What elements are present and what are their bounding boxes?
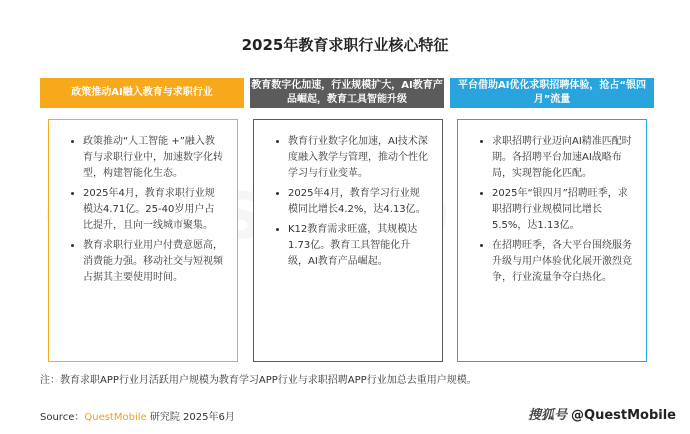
list-item: • K12教育需求旺盛，其规模达1.73亿。教育工具智能化升级，AI教育产品崛起。	[288, 222, 428, 270]
column-header-policy: 政策推动AI融入教育与求职行业	[40, 78, 244, 108]
list-item: • 教育求职行业用户付费意愿高，消费能力强。移动社交与短视频占据其主要使用时间。	[83, 238, 223, 286]
page-title: 2025年教育求职行业核心特征	[241, 36, 449, 54]
sohu-logo: 搜狐号	[528, 408, 568, 423]
list-item: • 在招聘旺季，各大平台围绕服务升级与用户体验优化展开激烈竞争，行业流量争夺白热化。	[492, 238, 632, 286]
source-brand: QuestMobile	[84, 412, 147, 423]
column-header-recruitment: 平台借助AI优化求职招聘体验，抢占“银四月”流量	[450, 78, 654, 108]
footnote: 注：教育求职APP行业月活跃用户规模为教育学习APP行业与求职招聘APP行业加总去重用户规模。	[40, 375, 477, 386]
source-line	[40, 408, 235, 423]
column-card-recruitment	[457, 119, 647, 362]
list-item: • 求职招聘行业迈向AI精准匹配时期。各招聘平台加速AI战略布局，实现智能化匹配。	[492, 134, 632, 182]
publisher-handle: @QuestMobile	[571, 408, 676, 423]
column-card-education	[253, 119, 443, 362]
list-item: • 政策推动“人工智能 +”融入教育与求职行业中，加速数字化转型，构建智能化生态。	[83, 134, 223, 182]
source-label: Source：	[40, 412, 85, 423]
column-list	[254, 120, 442, 270]
list-item: • 教育行业数字化加速，AI技术深度融入教学与管理，推动个性化学习与行业变革。	[288, 134, 428, 182]
column-header-education: 教育数字化加速，行业规模扩大，AI教育产品崛起，教育工具智能升级	[250, 78, 444, 108]
column-list	[458, 120, 646, 286]
column-list	[49, 120, 237, 286]
list-item: • 2025年4月，教育学习行业规模同比增长4.2%，达4.13亿。	[288, 186, 428, 218]
source-rest: 研究院 2025年6月	[146, 412, 235, 423]
publisher-credit	[528, 404, 676, 423]
column-card-policy	[48, 119, 238, 362]
list-item: • 2025年“银四月”招聘旺季，求职招聘行业规模同比增长5.5%，达1.13亿。	[492, 186, 632, 234]
list-item: • 2025年4月，教育求职行业规模达4.71亿。25-40岁用户占比提升，且向一线城市聚集。	[83, 186, 223, 234]
